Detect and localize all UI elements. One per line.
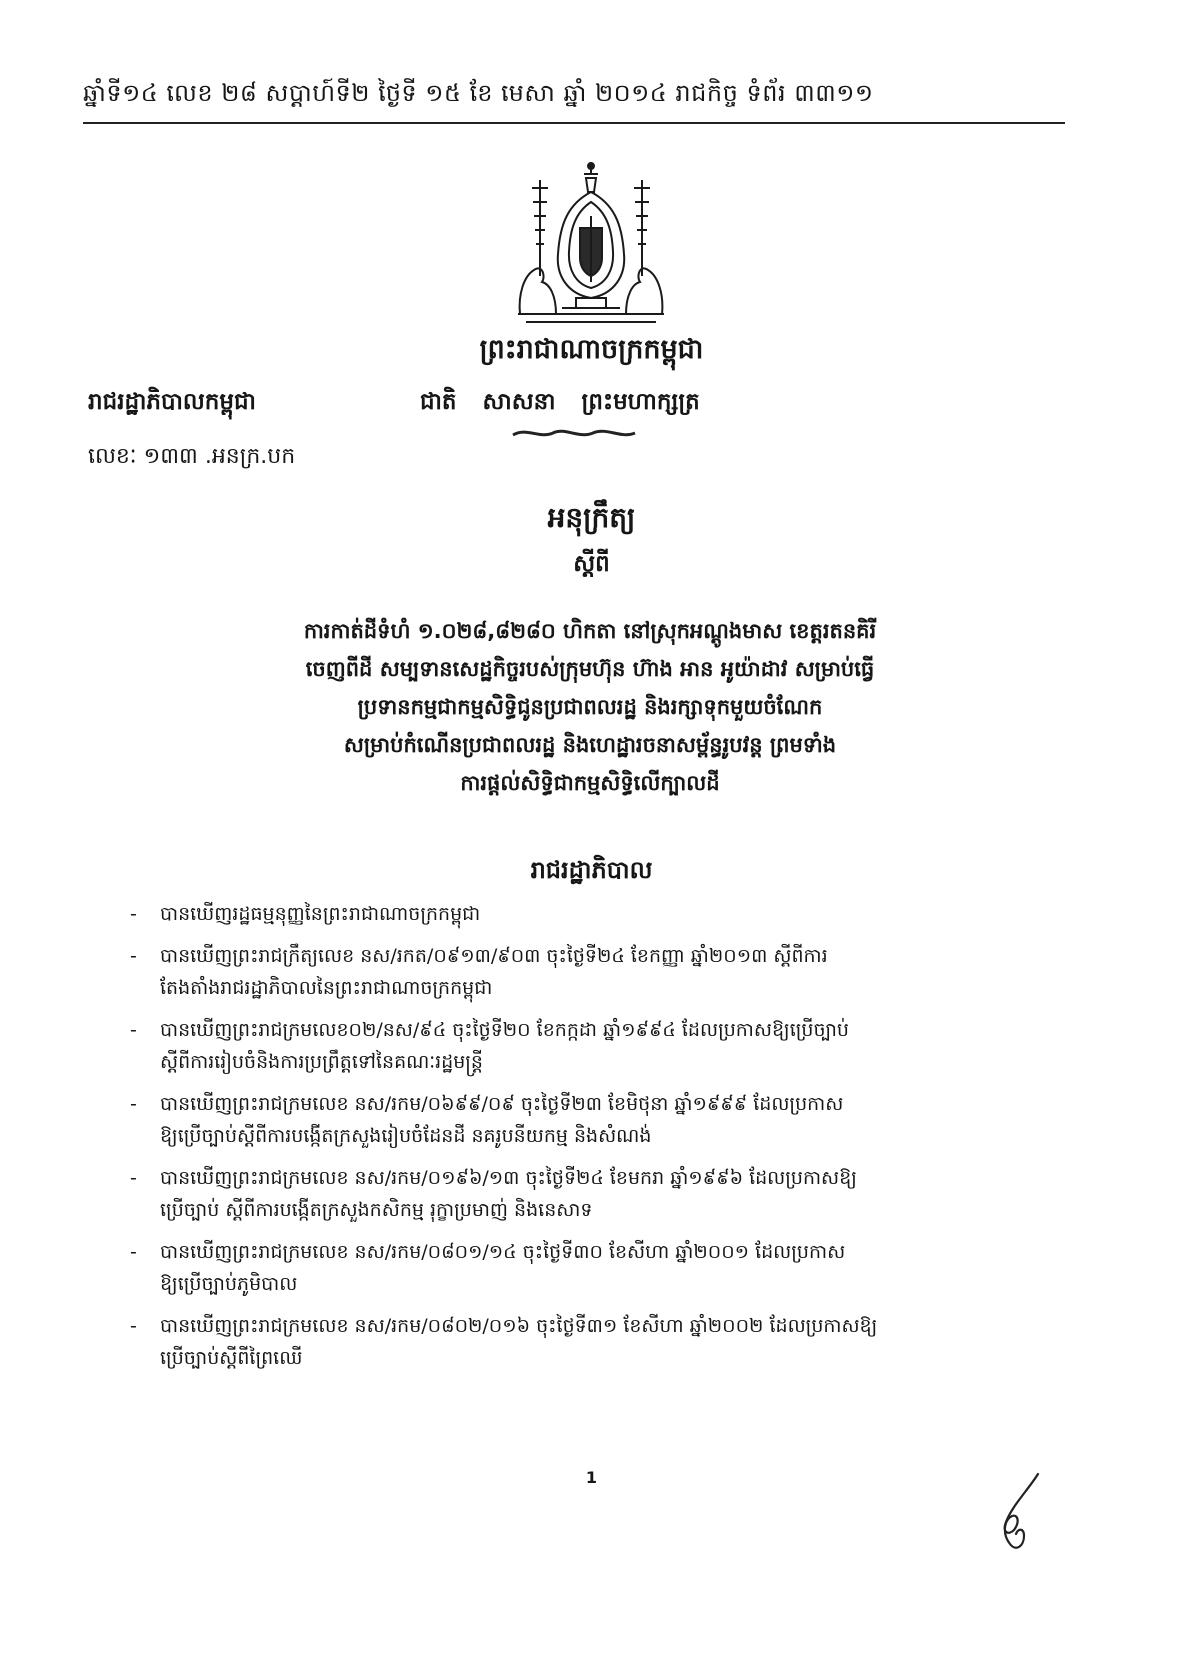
kingdom-title: ព្រះរាជាណាចក្រកម្ពុជា: [479, 334, 704, 365]
list-item-text: បានឃើញព្រះរាជក្រឹត្យលេខ នស/រកត/០៩១៣/៩០៣ ចុះថ្ងៃទី២៤ ខែកញ្ញា ឆ្នាំ២០១៣ ស្តីពីការ: [160, 945, 828, 967]
list-bullet-icon: -: [130, 945, 137, 967]
national-motto: ជាតិ សាសនា ព្រះមហាក្សត្រ: [420, 389, 700, 415]
issuing-authority: រាជរដ្ឋាភិបាល: [530, 856, 653, 884]
subject-line: ការកាត់ដីទំហំ ១.០២៨,៨២៨០ ហិកតា នៅស្រុកអណ្តូងមាស ខេត្តរតនគិរី: [303, 619, 877, 643]
document-about: ស្តីពី: [573, 551, 610, 577]
list-item-text: បានឃើញព្រះរាជក្រមលេខ នស/រកម/០៨០១/១៤ ចុះថ្ងៃទី៣០ ខែសីហា ឆ្នាំ២០០១ ដែលប្រកាស: [160, 1241, 846, 1263]
subject-line: ការផ្តល់សិទ្ធិជាកម្មសិទ្ធិលើក្បាលដី: [460, 771, 720, 795]
list-item: [130, 1162, 1050, 1226]
subject-line: សម្រាប់កំណើនប្រជាពលរដ្ឋ និងហេដ្ឋារចនាសម្ព័ន្ធរូបវន្ត ព្រមទាំង: [343, 733, 837, 757]
list-bullet-icon: -: [130, 1241, 137, 1263]
list-bullet-icon: -: [130, 1093, 137, 1115]
list-bullet-icon: -: [130, 1167, 137, 1189]
list-item-text: បានឃើញព្រះរាជក្រមលេខ នស/រកម/០៨០២/០១៦ ចុះថ្ងៃទី៣១ ខែសីហា ឆ្នាំ២០០២ ដែលប្រកាសឱ្យ: [160, 1315, 878, 1337]
list-item: [130, 898, 1050, 930]
motto-ornament-icon: [509, 425, 639, 441]
list-item-text: បានឃើញព្រះរាជក្រមលេខ នស/រកម/០៦៩៩/០៩ ចុះថ្ងៃទី២៣ ខែមិថុនា ឆ្នាំ១៩៩៩ ដែលប្រកាស: [160, 1093, 844, 1115]
royal-coat-of-arms-icon: [512, 158, 670, 330]
list-item-text: ប្រើច្បាប់ស្តីពីព្រៃឈើ: [160, 1347, 303, 1369]
subject-line: ចេញពីដី សម្បទានសេដ្ឋកិច្ចរបស់ក្រុមហ៊ុន ហ៊ាង អាន អូយ៉ាដាវ សម្រាប់ធ្វើ: [305, 657, 875, 681]
considerations-list: [130, 898, 1050, 1384]
header-divider: [83, 122, 1065, 124]
list-bullet-icon: -: [130, 1019, 137, 1041]
list-item-text: ឱ្យប្រើច្បាប់ភូមិបាល: [160, 1273, 298, 1295]
list-bullet-icon: -: [130, 903, 137, 925]
document-subject: [200, 612, 980, 802]
list-item-text: តែងតាំងរាជរដ្ឋាភិបាលនៃព្រះរាជាណាចក្រកម្ពុជា: [160, 977, 493, 999]
list-item-text: បានឃើញរដ្ឋធម្មនុញ្ញនៃព្រះរាជាណាចក្រកម្ពុជា: [160, 903, 481, 925]
signature-initial-icon: [990, 1470, 1050, 1555]
page-number: 1: [585, 1468, 598, 1487]
subject-line: ប្រទានកម្មជាកម្មសិទ្ធិជូនប្រជាពលរដ្ឋ និងរក្សាទុកមួយចំណែក: [357, 695, 823, 719]
list-item-text: ឱ្យប្រើច្បាប់ស្តីពីការបង្កើតក្រសួងរៀបចំដែនដី នគរូបនីយកម្ម និងសំណង់: [160, 1125, 652, 1147]
list-item: [130, 1236, 1050, 1300]
document-number: លេខៈ ១៣៣ .អនក្រ.បក: [88, 444, 296, 469]
list-item-text: បានឃើញព្រះរាជក្រមលេខ០២/នស/៩៤ ចុះថ្ងៃទី២០ ខែកក្កដា ឆ្នាំ១៩៩៤ ដែលប្រកាសឱ្យប្រើច្បាប់: [160, 1019, 849, 1041]
list-item: [130, 1088, 1050, 1152]
list-item-text: បានឃើញព្រះរាជក្រមលេខ នស/រកម/០១៩៦/១៣ ចុះថ្ងៃទី២៤ ខែមករា ឆ្នាំ១៩៩៦ ដែលប្រកាសឱ្យ: [160, 1167, 857, 1189]
list-bullet-icon: -: [130, 1315, 137, 1337]
list-item-text: ស្តីពីការរៀបចំនិងការប្រព្រឹត្តទៅនៃគណៈរដ្ឋមន្ត្រី: [160, 1051, 483, 1073]
document-type: អនុក្រឹត្យ: [547, 501, 636, 534]
list-item: [130, 940, 1050, 1004]
list-item: [130, 1014, 1050, 1078]
gazette-header: ឆ្នាំទី១៤ លេខ ២៨ សប្តាហ៍ទី២ ថ្ងៃទី ១៥ ខែ មេសា ឆ្នាំ ២០១៤ រាជកិច្ច ទំព័រ ៣៣១១: [83, 79, 874, 107]
list-item: [130, 1310, 1050, 1374]
government-label: រាជរដ្ឋាភិបាលកម្ពុជា: [88, 389, 256, 415]
list-item-text: ប្រើច្បាប់ ស្តីពីការបង្កើតក្រសួងកសិកម្ម រុក្ខាប្រមាញ់ និងនេសាទ: [160, 1199, 593, 1221]
